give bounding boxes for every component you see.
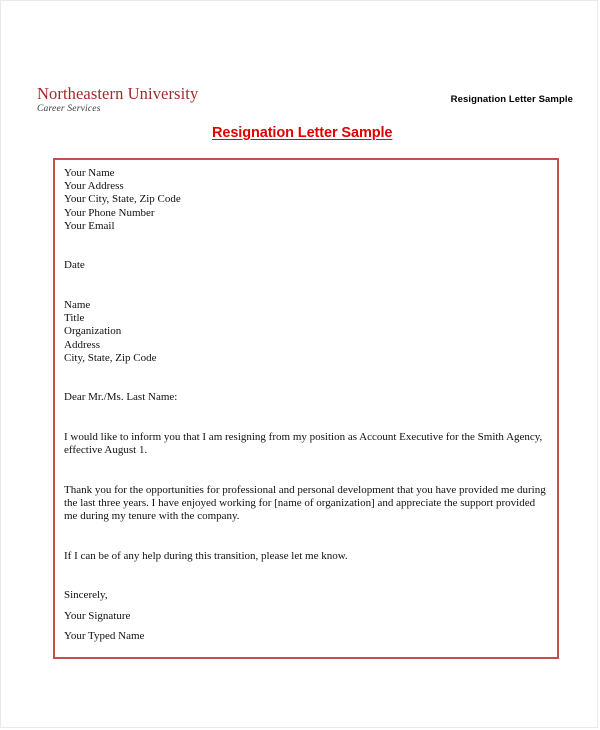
recipient-name: Name bbox=[64, 299, 91, 311]
sender-address: Your Address bbox=[64, 180, 124, 193]
paragraph-3: If I can be of any help during this transition, please let me know. bbox=[64, 549, 348, 562]
recipient-organization: Organization bbox=[64, 325, 122, 338]
university-name: Northeastern University bbox=[37, 84, 199, 103]
paragraph-1: I would like to inform you that I am resigning from my position as Account Executive for the Smith Agency, effective August 1. bbox=[64, 431, 543, 457]
spacer bbox=[64, 365, 548, 391]
date-line: Date bbox=[64, 259, 85, 272]
letter-body-box bbox=[53, 158, 559, 659]
closing-line: Sincerely, bbox=[64, 589, 108, 602]
recipient-address: Address bbox=[64, 338, 101, 351]
department-name: Career Services bbox=[37, 104, 101, 115]
masthead bbox=[37, 85, 198, 114]
sender-address-block bbox=[64, 167, 548, 233]
spacer bbox=[64, 457, 548, 483]
paragraph-2: Thank you for the opportunities for professional and personal development that you have provided me during the last three years. I have enjoyed working for [name of organization] and appreciate the support provided me during my tenure with the company. bbox=[64, 483, 546, 523]
date-block bbox=[64, 259, 548, 272]
spacer bbox=[64, 523, 548, 549]
page-title: Resignation Letter Sample bbox=[212, 125, 393, 141]
recipient-title: Title bbox=[64, 312, 85, 325]
spacer bbox=[64, 405, 548, 431]
sender-city-state-zip: Your City, State, Zip Code bbox=[64, 193, 181, 206]
sender-phone: Your Phone Number bbox=[64, 206, 155, 219]
spacer bbox=[64, 273, 548, 299]
recipient-address-block bbox=[64, 299, 548, 365]
recipient-city-state-zip: City, State, Zip Code bbox=[64, 351, 157, 364]
corner-label: Resignation Letter Sample bbox=[450, 94, 573, 105]
spacer bbox=[64, 233, 548, 259]
signature-block bbox=[64, 589, 548, 643]
signature-line: Your Signature bbox=[64, 609, 131, 622]
sender-name: Your Name bbox=[64, 167, 115, 179]
salutation: Dear Mr./Ms. Last Name: bbox=[64, 391, 178, 404]
sender-email: Your Email bbox=[64, 219, 115, 232]
spacer bbox=[64, 563, 548, 589]
typed-name-line: Your Typed Name bbox=[64, 629, 145, 642]
